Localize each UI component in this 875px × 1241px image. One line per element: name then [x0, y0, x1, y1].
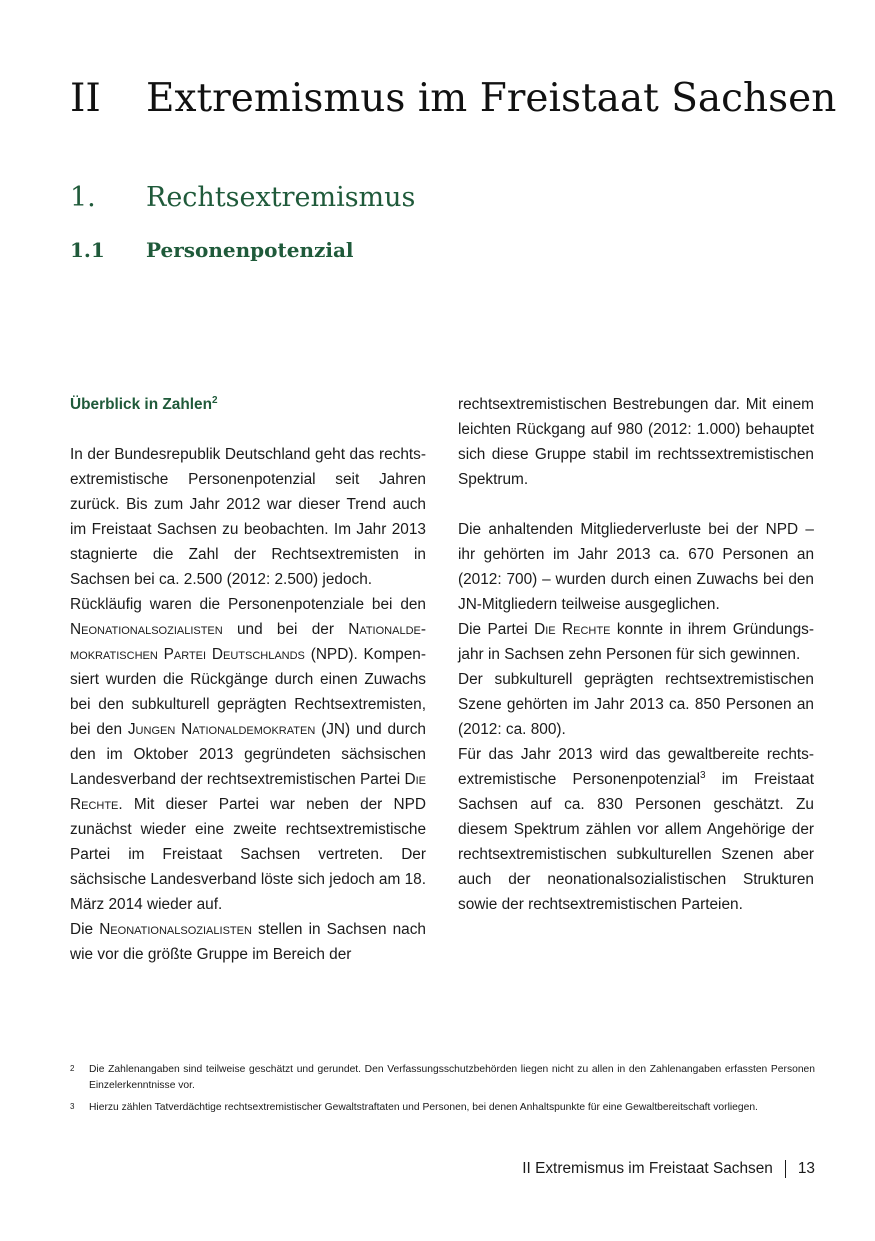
footnote-text: Die Zahlenangaben sind teilweise geschätzt und gerundet. Den Verfassungsschutzbehörden liegen nicht zu allen in den Zahlenangaben erfassten Personen Einzelerkenntnisse vor. — [89, 1064, 815, 1091]
subsection-heading — [70, 238, 354, 262]
footnote-mark: 2 — [70, 1064, 75, 1073]
chapter-heading — [70, 70, 836, 126]
section-number: 1. — [70, 182, 96, 213]
chapter-title: Extremismus im Freistaat Sachsen — [146, 75, 837, 121]
subsection-title: Personenpotenzial — [146, 238, 354, 262]
left-column — [70, 392, 426, 967]
subsection-number: 1.1 — [70, 238, 105, 262]
footnote-ref-3: 3 — [700, 769, 706, 781]
footnote-mark: 3 — [70, 1102, 75, 1111]
party-name: Jungen Nationaldemokraten — [127, 721, 316, 738]
paragraph: Die anhaltenden Mitgliederverluste bei der NPD – ihr gehörten im Jahr 2013 ca. 670 Personen an (2012: 700) – wurden durch einen Zuwachs bei den JN-Mitgliedern teilweise ausgeglichen. — [458, 521, 814, 613]
section-title: Rechtsextremismus — [146, 182, 416, 213]
running-title: II Extremismus im Freistaat Sachsen — [522, 1160, 773, 1177]
party-name: Die Rechte — [70, 771, 427, 813]
paragraph: Die Partei Die Rechte konnte in ihrem Gründungsjahr in Sachsen zehn Personen für sich gewinnen. — [458, 621, 814, 663]
page-number: 13 — [797, 1160, 815, 1177]
section-heading — [70, 182, 415, 213]
footnote-text: Hierzu zählen Tatverdächtige rechtsextremistischer Gewaltstraftaten und Personen, bei denen Anhaltspunkte für eine Gewaltbereitschaft vorliegen. — [89, 1102, 758, 1113]
footnotes — [70, 1062, 815, 1122]
paragraph: In der Bundesrepublik Deutschland geht das rechtsextremistische Personenpotenzial seit Jahren zurück. Bis zum Jahr 2012 war dieser Trend auch im Freistaat Sachsen zu beobachten. Im Jahr 2013 stagnierte die Zahl der Rechtsextremisten in Sachsen bei ca. 2.500 (2012: 2.500) jedoch. — [70, 446, 426, 588]
party-name: Die Rechte — [534, 621, 611, 638]
page-footer — [522, 1160, 815, 1178]
footnote — [70, 1100, 815, 1116]
paragraph: rechtsextremistischen Bestrebungen dar. Mit einem leichten Rückgang auf 980 (2012: 1.000) behauptet sich diese Gruppe stabil im rechtssextremistischen Spektrum. — [458, 396, 814, 488]
party-name: Neonationalsozialisten — [99, 921, 252, 938]
party-name: Nationaldemokratischen Partei Deutschlands — [70, 621, 426, 663]
footer-divider — [785, 1160, 786, 1178]
footnote-ref-2: 2 — [211, 394, 218, 406]
party-name: Neonationalsozialisten — [70, 621, 223, 638]
footnote — [70, 1062, 815, 1094]
paragraph: Der subkulturell geprägten rechtsextremistischen Szene gehörten im Jahr 2013 ca. 850 Personen an (2012: ca. 800). — [458, 671, 814, 738]
chapter-number: II — [70, 75, 101, 121]
right-column — [458, 392, 814, 917]
paragraph: Die Neonationalsozialisten stellen in Sachsen nach wie vor die größte Gruppe im Bereich der — [70, 921, 426, 963]
paragraph: Für das Jahr 2013 wird das gewaltbereite rechtsextremistische Personenpotenzial$^3$ im Freistaat Sachsen auf ca. 830 Personen geschätzt. Zu diesem Spektrum zählen vor allem Angehörige der rechtsextremistischen subkulturellen Szenen aber auch der neonationalsozialistischen Strukturen sowie der rechtsextremistischen Parteien. — [458, 746, 815, 913]
overview-heading-text: Überblick in Zahlen — [70, 396, 212, 413]
paragraph: Rückläufig waren die Personenpotenziale bei den Neonationalsozialisten und bei der Nationaldemokratischen Partei Deutschlands (NPD). Kompensiert wurden die Rückgänge durch einen Zuwachs bei den subkulturell geprägten Rechtsextremisten, bei den Jungen Nationaldemokraten (JN) und durch den im Oktober 2013 gegründeten sächsischen Landesverband der rechtsextremistischen Partei Die Rechte. Mit dieser Partei war neben der NPD zunächst wieder eine zweite rechtsextremistische Partei im Freistaat Sachsen vertreten. Der sächsische Landesverband löste sich jedoch am 18. März 2014 wieder auf. — [70, 596, 427, 913]
overview-heading — [70, 392, 426, 417]
